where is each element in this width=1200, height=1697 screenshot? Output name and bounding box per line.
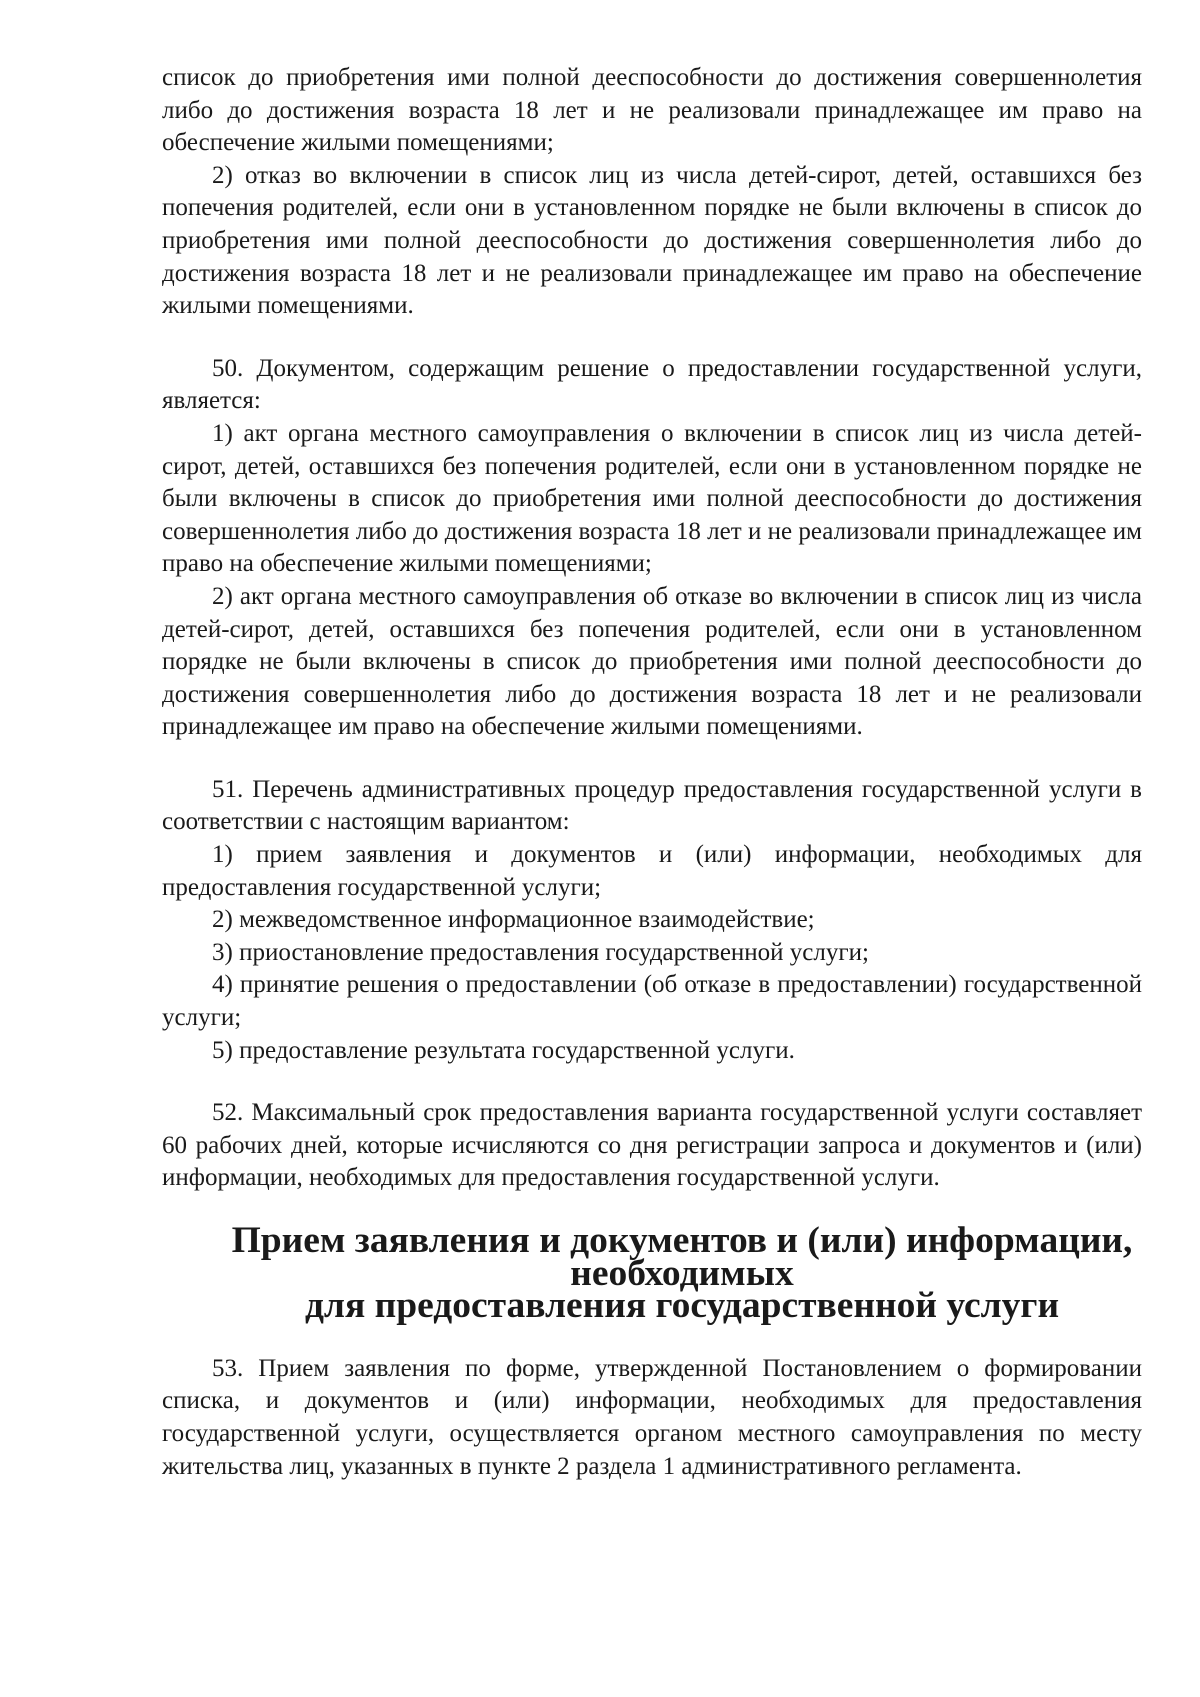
- section-heading-line: Прием заявления и документов и (или) информации, необходимых: [231, 1220, 1133, 1294]
- paragraph: список до приобретения ими полной дееспособности до достижения совершеннолетия либо до достижения возраста 18 лет и не реализовали принадлежащее им право на обеспечение жилыми помещениями;: [162, 64, 1142, 157]
- paragraph: 2) акт органа местного самоуправления об отказе во включении в список лиц из числа детей-сирот, детей, оставшихся без попечения родителей, если они в установленном порядке не были включены в список до приобретения ими полной дееспособности до достижения совершеннолетия либо до достижения возраста 18 лет и не реализовали принадлежащее им право на обеспечение жилыми помещениями.: [162, 582, 1142, 741]
- paragraph: 1) прием заявления и документов и (или) информации, необходимых для предоставления государственной услуги;: [162, 841, 1142, 901]
- paragraph: 2) отказ во включении в список лиц из числа детей-сирот, детей, оставшихся без попечения родителей, если они в установленном порядке не были включены в список до приобретения ими полной дееспособности до достижения совершеннолетия либо до достижения возраста 18 лет и не реализовали принадлежащее им право на обеспечение жилыми помещениями.: [162, 161, 1142, 320]
- paragraph: 53. Прием заявления по форме, утвержденной Постановлением о формировании списка, и документов и (или) информации, необходимых для предоставления государственной услуги, осуществляется органом местного самоуправления по месту жительства лиц, указанных в пункте 2 раздела 1 административного регламента.: [162, 1354, 1142, 1480]
- section-heading-line: для предоставления государственной услуги: [304, 1285, 1060, 1327]
- paragraph: 50. Документом, содержащим решение о предоставлении государственной услуги, является:: [162, 354, 1142, 415]
- paragraph: 4) принятие решения о предоставлении (об отказе в предоставлении) государственной услуги;: [162, 971, 1142, 1032]
- paragraph-gap: [162, 1323, 1142, 1353]
- paragraph-gap: [162, 1067, 1142, 1097]
- paragraph: 52. Максимальный срок предоставления варианта государственной услуги составляет 60 рабочих дней, которые исчисляются со дня регистрации запроса и документов и (или) информации, необходимых для предоставления государственной услуги.: [162, 1099, 1142, 1192]
- paragraph: 2) межведомственное информационное взаимодействие;: [212, 906, 815, 934]
- paragraph: 3) приостановление предоставления государственной услуги;: [212, 938, 869, 966]
- paragraph: 5) предоставление результата государственной услуги.: [212, 1036, 795, 1064]
- paragraph: 51. Перечень административных процедур предоставления государственной услуги в соответствии с настоящим вариантом:: [162, 775, 1142, 836]
- section-heading: [162, 1220, 1142, 1327]
- paragraph-gap: [162, 744, 1142, 774]
- paragraph-gap: [162, 323, 1142, 353]
- document-page: [162, 62, 1142, 1483]
- paragraph: 1) акт органа местного самоуправления о включении в список лиц из числа детей-сирот, детей, оставшихся без попечения родителей, если они в установленном порядке не были включены в список до приобретения ими полной дееспособности до достижения совершеннолетия либо до достижения возраста 18 лет и не реализовали принадлежащее им право на обеспечение жилыми помещениями;: [162, 419, 1142, 578]
